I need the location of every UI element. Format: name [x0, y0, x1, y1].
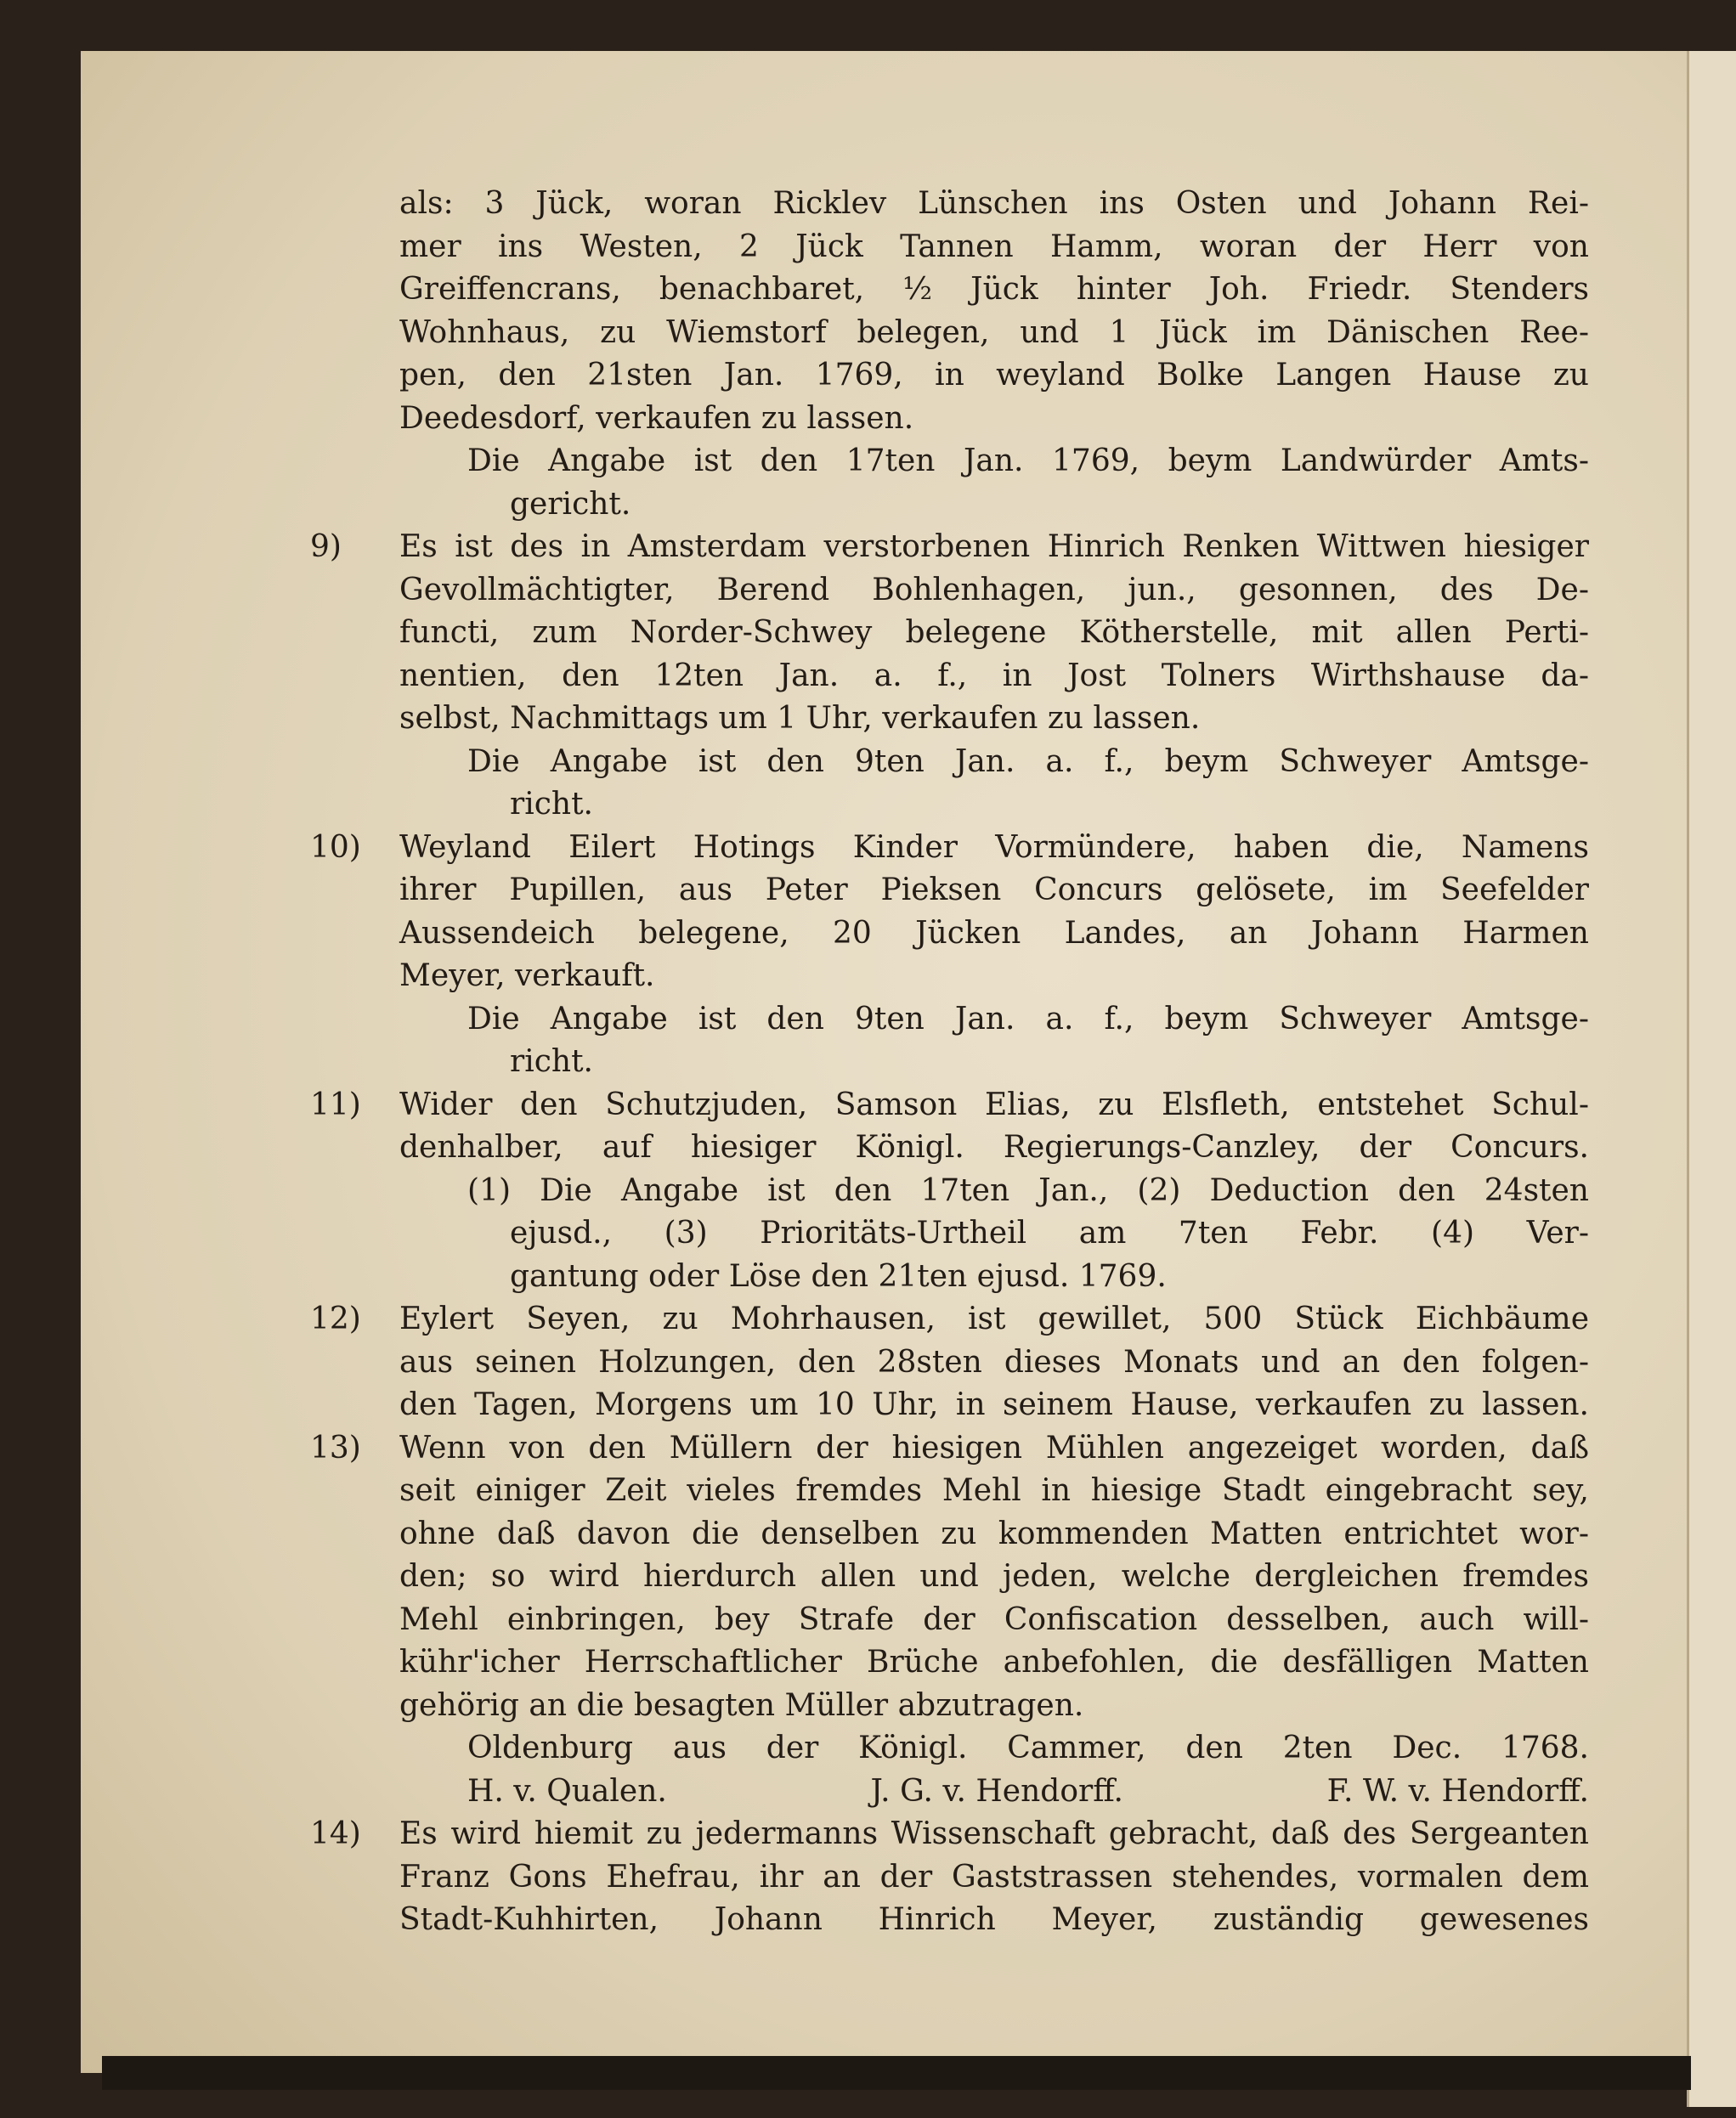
- text-line: [399, 1641, 1589, 1685]
- line-text: gehörig an die besagten Müller abzutragen.: [399, 1687, 1084, 1723]
- text-line: [399, 869, 1589, 912]
- line-text: richt.: [510, 787, 593, 822]
- line-text: Oldenburg aus der Königl. Cammer, den 2ten Dec. 1768.: [467, 1731, 1589, 1765]
- line-text: pen, den 21sten Jan. 1769, in weyland Bolke Langen Hause zu: [399, 358, 1589, 393]
- line-text: den Tagen, Morgens um 10 Uhr, in seinem Hause, verkaufen zu lassen.: [399, 1387, 1589, 1422]
- facing-page-edge: [1687, 51, 1736, 2107]
- text-line: [310, 1084, 1589, 1127]
- line-text: Aussendeich belegene, 20 Jücken Landes, an Johann Harmen: [399, 915, 1589, 951]
- text-line: [399, 1470, 1589, 1513]
- entry-number: 13): [310, 1430, 361, 1466]
- line-text: Stadt-Kuhhirten, Johann Hinrich Meyer, zuständig gewesenes: [399, 1902, 1589, 1937]
- text-line: [399, 226, 1589, 269]
- text-line: [399, 998, 1589, 1042]
- line-text: Eylert Seyen, zu Mohrhausen, ist gewillet, 500 Stück Eichbäume: [399, 1302, 1589, 1336]
- text-line: [399, 1127, 1589, 1170]
- line-text: gantung oder Löse den 21ten ejusd. 1769.: [510, 1258, 1167, 1294]
- text-line: [399, 268, 1589, 312]
- line-text: functi, zum Norder-Schwey belegene Kötherstelle, mit allen Perti-: [399, 615, 1589, 650]
- line-text: seit einiger Zeit vieles fremdes Mehl in hiesige Stadt eingebracht sey,: [399, 1473, 1589, 1508]
- entry-number: 12): [310, 1302, 361, 1336]
- text-line: [399, 1899, 1589, 1942]
- text-line: [310, 1298, 1589, 1341]
- entry-number: 9): [310, 529, 342, 564]
- line-text: ejusd., (3) Prioritäts-Urtheil am 7ten Febr. (4) Ver-: [510, 1216, 1589, 1251]
- line-text: selbst, Nachmittags um 1 Uhr, verkaufen zu lassen.: [399, 701, 1201, 736]
- line-text: als: 3 Jück, woran Ricklev Lünschen ins Osten und Johann Rei-: [399, 186, 1589, 221]
- line-text: Greiffencrans, benachbaret, ½ Jück hinter Joh. Friedr. Stenders: [399, 272, 1589, 307]
- text-line: [310, 1427, 1589, 1471]
- text-line: [399, 741, 1589, 784]
- line-text: denhalber, auf hiesiger Königl. Regierungs-Canzley, der Concurs.: [399, 1130, 1589, 1165]
- text-line: [399, 1256, 1589, 1299]
- line-text: Die Angabe ist den 9ten Jan. a. f., beym Schweyer Amtsge-: [467, 743, 1589, 779]
- text-line: [399, 783, 1589, 827]
- text-line: [310, 526, 1589, 569]
- line-text: Meyer, verkauft.: [399, 958, 655, 993]
- line-text: Franz Gons Ehefrau, ihr an der Gaststrassen stehendes, vormalen dem: [399, 1859, 1589, 1895]
- text-line: [399, 1341, 1589, 1385]
- line-text: mer ins Westen, 2 Jück Tannen Hamm, woran der Herr von: [399, 229, 1589, 264]
- line-text: kühr'icher Herrschaftlicher Brüche anbefohlen, die desfälligen Matten: [399, 1645, 1589, 1680]
- line-text: gericht.: [510, 486, 631, 522]
- line-text: Die Angabe ist den 9ten Jan. a. f., beym Schweyer Amtsge-: [467, 1001, 1589, 1036]
- text-line: [399, 312, 1589, 355]
- signature: F. W. v. Hendorff.: [1326, 1773, 1589, 1809]
- signatures: [399, 1771, 1589, 1814]
- line-text: ohne daß davon die denselben zu kommenden Matten entrichtet wor-: [399, 1516, 1589, 1551]
- line-text: ihrer Pupillen, aus Peter Pieksen Concurs gelösete, im Seefelder: [399, 873, 1589, 907]
- line-text: Weyland Eilert Hotings Kinder Vormündere, haben die, Namens: [399, 829, 1589, 865]
- text-line: [399, 1384, 1589, 1427]
- line-text: Die Angabe ist den 17ten Jan. 1769, beym Landwürder Amts-: [467, 443, 1589, 478]
- line-text: Wohnhaus, zu Wiemstorf belegen, und 1 Jück im Dänischen Ree-: [399, 314, 1589, 350]
- text-line: [399, 1041, 1589, 1084]
- text-line: [399, 483, 1589, 527]
- line-text: Deedesdorf, verkaufen zu lassen.: [399, 400, 914, 436]
- line-text: Gevollmächtigter, Berend Bohlenhagen, jun., gesonnen, des De-: [399, 572, 1589, 607]
- text-line: [399, 1212, 1589, 1256]
- text-line: [399, 1513, 1589, 1556]
- text-line: [399, 1727, 1589, 1771]
- text-line: [399, 440, 1589, 483]
- entry-number: 10): [310, 829, 361, 865]
- text-line: [399, 612, 1589, 655]
- text-line: [399, 398, 1589, 441]
- text-line: [399, 1856, 1589, 1900]
- text-line: [399, 1170, 1589, 1213]
- line-text: richt.: [510, 1044, 593, 1079]
- text-line: [399, 1556, 1589, 1599]
- line-text: den; so wird hierdurch allen und jeden, welche dergleichen fremdes: [399, 1559, 1589, 1594]
- text-line: [399, 912, 1589, 956]
- text-line: [399, 955, 1589, 998]
- line-text: Es ist des in Amsterdam verstorbenen Hinrich Renken Wittwen hiesiger: [399, 529, 1589, 564]
- text-line: [310, 1813, 1589, 1856]
- signature: H. v. Qualen.: [467, 1773, 667, 1809]
- text-line: [399, 1685, 1589, 1728]
- text-line: [399, 183, 1589, 226]
- line-text: (1) Die Angabe ist den 17ten Jan., (2) Deduction den 24sten: [467, 1172, 1589, 1208]
- line-text: Es wird hiemit zu jedermanns Wissenschaft gebracht, daß des Sergeanten: [399, 1816, 1589, 1851]
- line-text: nentien, den 12ten Jan. a. f., in Jost Tolners Wirthshause da-: [399, 658, 1589, 693]
- line-text: Mehl einbringen, bey Strafe der Confiscation desselben, auch will-: [399, 1601, 1589, 1637]
- line-text: Wider den Schutzjuden, Samson Elias, zu Elsfleth, entstehet Schul-: [399, 1087, 1589, 1122]
- text-line: [399, 354, 1589, 398]
- text-line: [399, 1599, 1589, 1642]
- book-shadow: [102, 2056, 1691, 2090]
- entry-number: 11): [310, 1087, 361, 1122]
- line-text: aus seinen Holzungen, den 28sten dieses Monats und an den folgen-: [399, 1344, 1589, 1380]
- entry-number: 14): [310, 1816, 361, 1851]
- text-line: [310, 827, 1589, 870]
- text-line: [399, 655, 1589, 698]
- line-text: Wenn von den Müllern der hiesigen Mühlen angezeiget worden, daß: [399, 1430, 1589, 1466]
- text-line: [399, 698, 1589, 741]
- text-line: [399, 569, 1589, 613]
- signature: J. G. v. Hendorff.: [870, 1773, 1123, 1809]
- page-text: [310, 183, 1589, 1942]
